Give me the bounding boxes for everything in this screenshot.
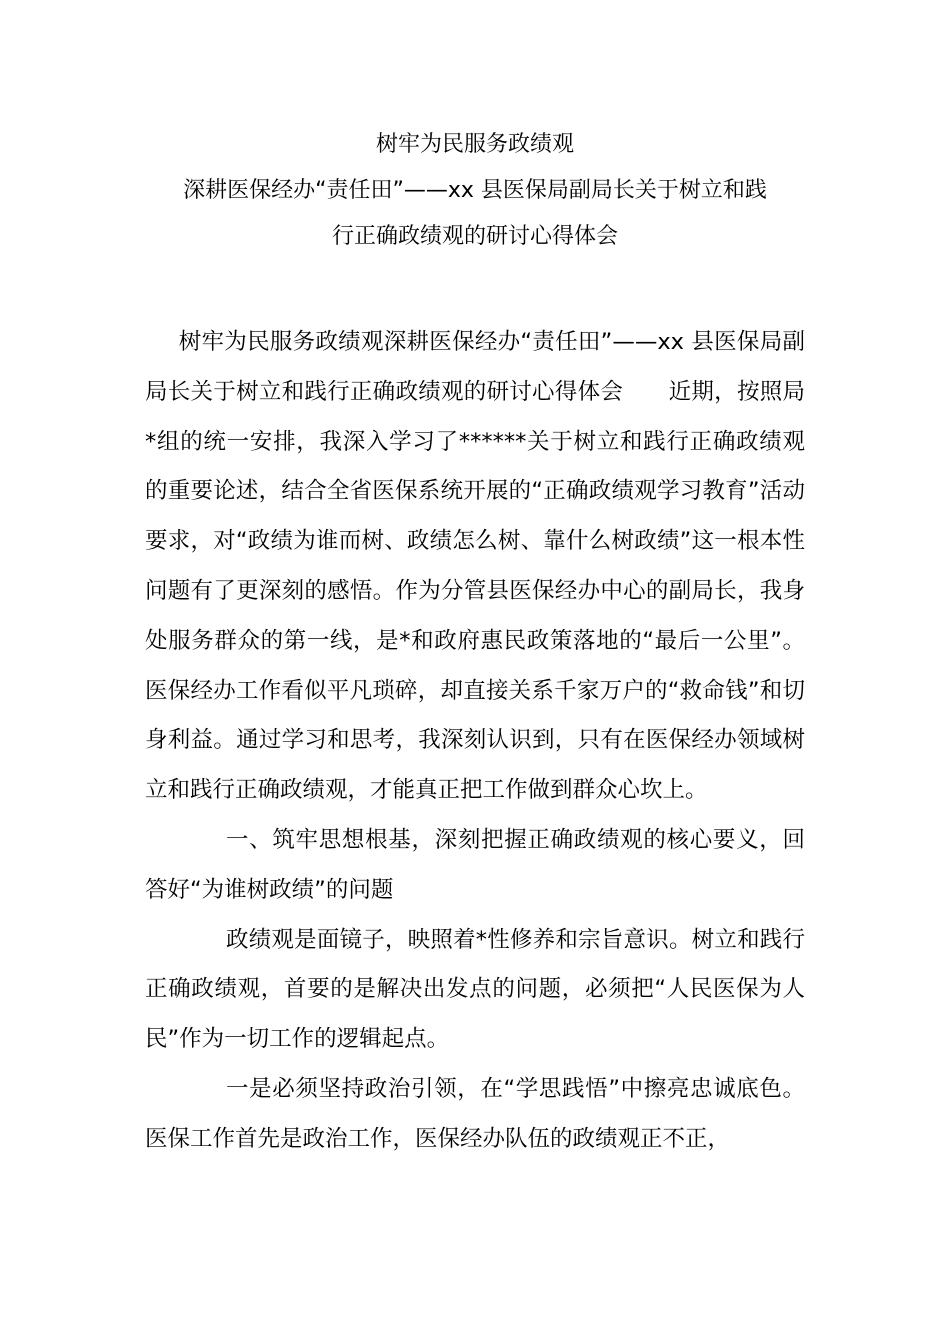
title-line-3: 行正确政绩观的研讨心得体会 — [331, 224, 618, 249]
document-body — [145, 318, 805, 1165]
section-heading-1: 一、筑牢思想根基，深刻把握正确政绩观的核心要义，回答好“为谁树政绩”的问题 — [145, 826, 805, 903]
document-title — [100, 122, 850, 260]
body-paragraph: 一是必须坚持政治引领，在“学思践悟”中擦亮忠诚底色。医保工作首先是政治工作，医保经办队伍的政绩观正不正， — [145, 1075, 805, 1152]
title-line-2: 深耕医保经办“责任田”——xx 县医保局副局长关于树立和践 — [183, 178, 767, 203]
title-line-1: 树牢为民服务政绩观 — [375, 132, 574, 157]
body-paragraph-intro: 树牢为民服务政绩观深耕医保经办“责任田”——xx 县医保局副局长关于树立和践行正确政绩观的研讨心得体会 近期，按照局*组的统一安排，我深入学习了******关于树立和践行正确政绩观的重要论述，结合全省医保系统开展的“正确政绩观学习教育”活动要求，对“政绩为谁而树、政绩怎么树、靠什么树政绩”这一根本性问题有了更深刻的感悟。作为分管县医保经办中心的副局长，我身处服务群众的第一线，是*和政府惠民政策落地的“最后一公里”。医保经办工作看似平凡琐碎，却直接关系千家万户的“救命钱”和切身利益。通过学习和思考，我深刻认识到，只有在医保经办领域树立和践行正确政绩观，才能真正把工作做到群众心坎上。 — [145, 329, 805, 804]
body-paragraph: 政绩观是面镜子，映照着*性修养和宗旨意识。树立和践行正确政绩观，首要的是解决出发点的问题，必须把“人民医保为人民”作为一切工作的逻辑起点。 — [145, 926, 805, 1053]
